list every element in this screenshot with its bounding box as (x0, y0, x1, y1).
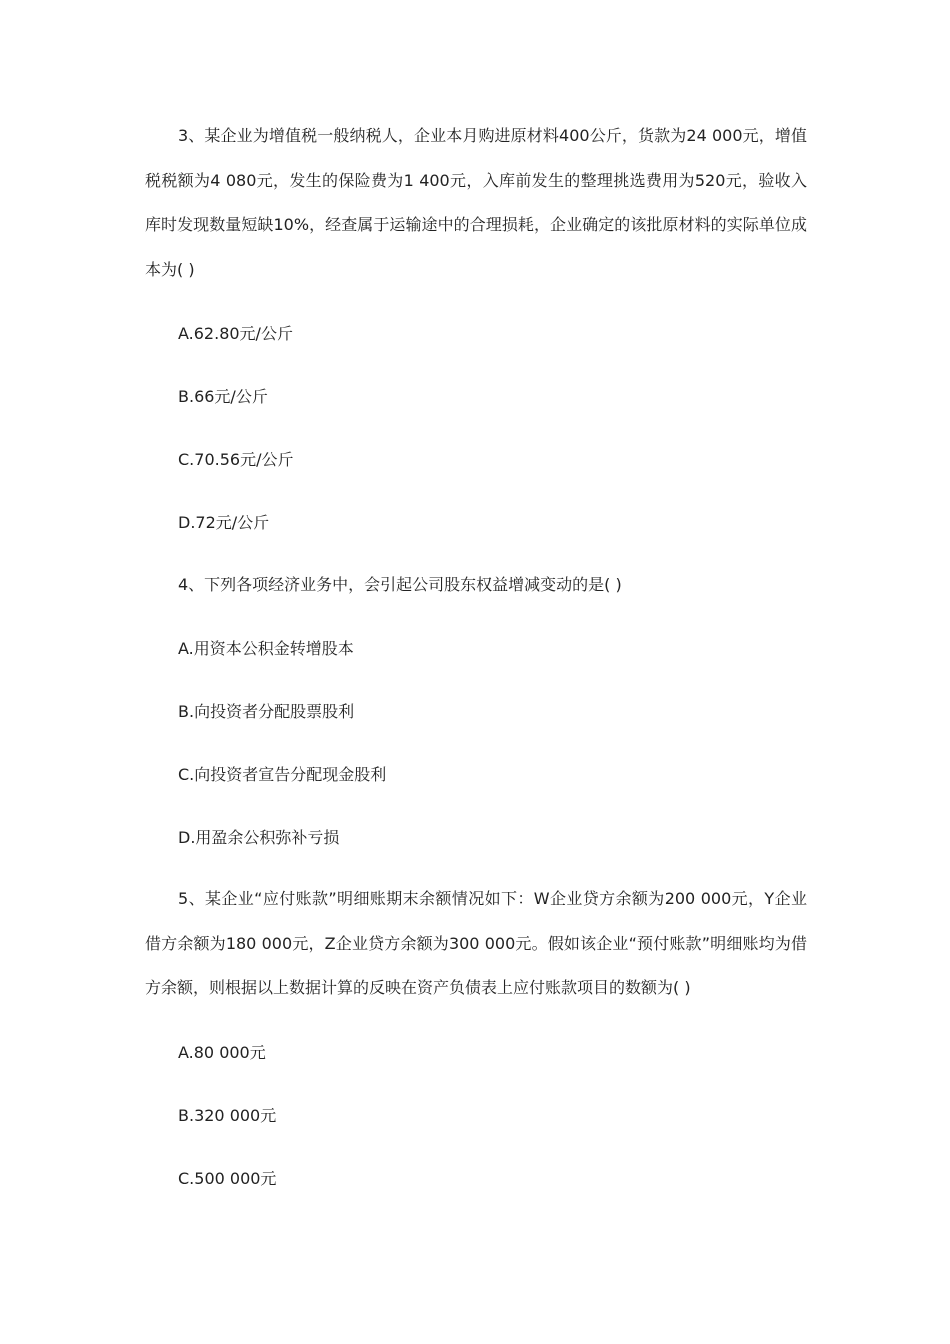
question-5-stem: 5、某企业“应付账款”明细账期末余额情况如下：W企业贷方余额为200 000元，Y企业借方余额为180 000元，Z企业贷方余额为300 000元。假如该企业“预付账款”明细账均为借方余额，则根据以上数据计算的反映在资产负债表上应付账款项目的数额为( ) (145, 889, 807, 997)
question-4-option-d: D.用盈余公积弥补亏损 (178, 828, 340, 847)
question-3-option-b: B.66元/公斤 (178, 387, 268, 406)
question-3-option-a: A.62.80元/公斤 (178, 324, 293, 343)
question-4-option-b: B.向投资者分配股票股利 (178, 702, 355, 721)
question-5-option-b: B.320 000元 (178, 1106, 277, 1125)
question-4-stem: 4、下列各项经济业务中，会引起公司股东权益增减变动的是( ) (178, 575, 622, 594)
question-4-option-c: C.向投资者宣告分配现金股利 (178, 765, 387, 784)
question-5-option-c: C.500 000元 (178, 1169, 277, 1188)
question-5-option-a: A.80 000元 (178, 1043, 266, 1062)
question-3-option-d: D.72元/公斤 (178, 513, 270, 532)
question-3-option-c: C.70.56元/公斤 (178, 450, 294, 469)
question-3-stem: 3、某企业为增值税一般纳税人，企业本月购进原材料400公斤，货款为24 000元，增值税税额为4 080元，发生的保险费为1 400元，入库前发生的整理挑选费用为520元，验收入库时发现数量短缺10%，经查属于运输途中的合理损耗，企业确定的该批原材料的实际单位成本为( ) (145, 126, 807, 279)
question-4-option-a: A.用资本公积金转增股本 (178, 639, 354, 658)
